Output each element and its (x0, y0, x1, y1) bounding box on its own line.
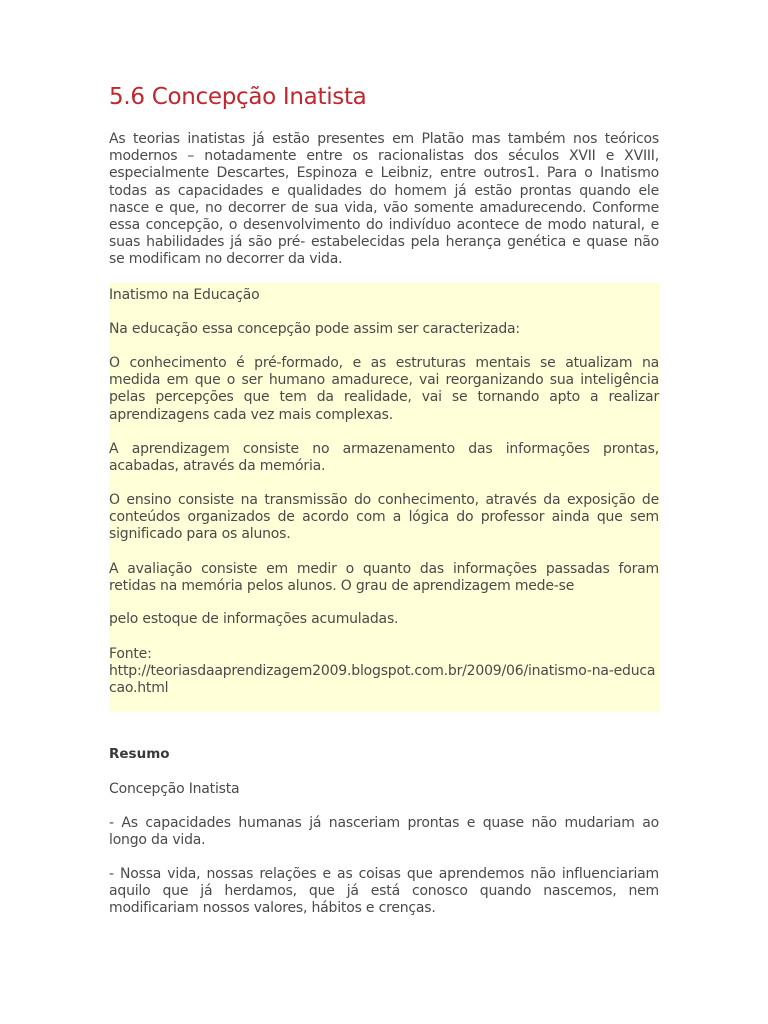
box-lead: Na educação essa concepção pode assim ser caracterizada: (109, 321, 520, 337)
box-heading: Inatismo na Educação (109, 287, 260, 303)
resumo-subtitle: Concepção Inatista (109, 781, 240, 797)
box-paragraph-2: A aprendizagem consiste no armazenamento das informações prontas, acabadas, através da memória. (109, 441, 659, 475)
box-paragraph-5: pelo estoque de informações acumuladas. (109, 611, 399, 627)
box-paragraph-4: A avaliação consiste em medir o quanto das informações passadas foram retidas na memória pelos alunos. O grau de aprendizagem mede-se (109, 561, 659, 595)
box-paragraph-3: O ensino consiste na transmissão do conhecimento, através da exposição de conteúdos organizados de acordo com a lógica do professor ainda que sem significado para os alunos. (109, 492, 659, 543)
source-link[interactable]: http://teoriasdaaprendizagem2009.blogspot.com.br/2009/06/inatismo-na-educacao.html (109, 663, 656, 697)
resumo-item-2: - Nossa vida, nossas relações e as coisas que aprendemos não influenciariam aquilo que já herdamos, que já está conosco quando nascemos, nem modificariam nossos valores, hábitos e crenças. (109, 866, 659, 917)
section-title: 5.6 Concepção Inatista (109, 84, 367, 110)
resumo-title: Resumo (109, 746, 170, 762)
resumo-item-1: - As capacidades humanas já nasceriam prontas e quase não mudariam ao longo da vida. (109, 815, 659, 849)
source-label: Fonte: (109, 646, 152, 662)
box-paragraph-1: O conhecimento é pré-formado, e as estruturas mentais se atualizam na medida em que o ser humano amadurece, vai reorganizando sua inteligência pelas percepções que tem da realidade, vai se tornando apto a realizar aprendizagens cada vez mais complexas. (109, 355, 659, 423)
intro-paragraph: As teorias inatistas já estão presentes em Platão mas também nos teóricos modernos – notadamente entre os racionalistas dos séculos XVII e XVIII, especialmente Descartes, Espinoza e Leibniz, entre outros1. Para o Inatismo todas as capacidades e qualidades do homem já estão prontas quando ele nasce e que, no decorrer de sua vida, vão somente amadurecendo. Conforme essa concepção, o desenvolvimento do indivíduo acontece de modo natural, e suas habilidades já são pré- estabelecidas pela herança genética e quase não se modificam no decorrer da vida. (109, 131, 659, 268)
